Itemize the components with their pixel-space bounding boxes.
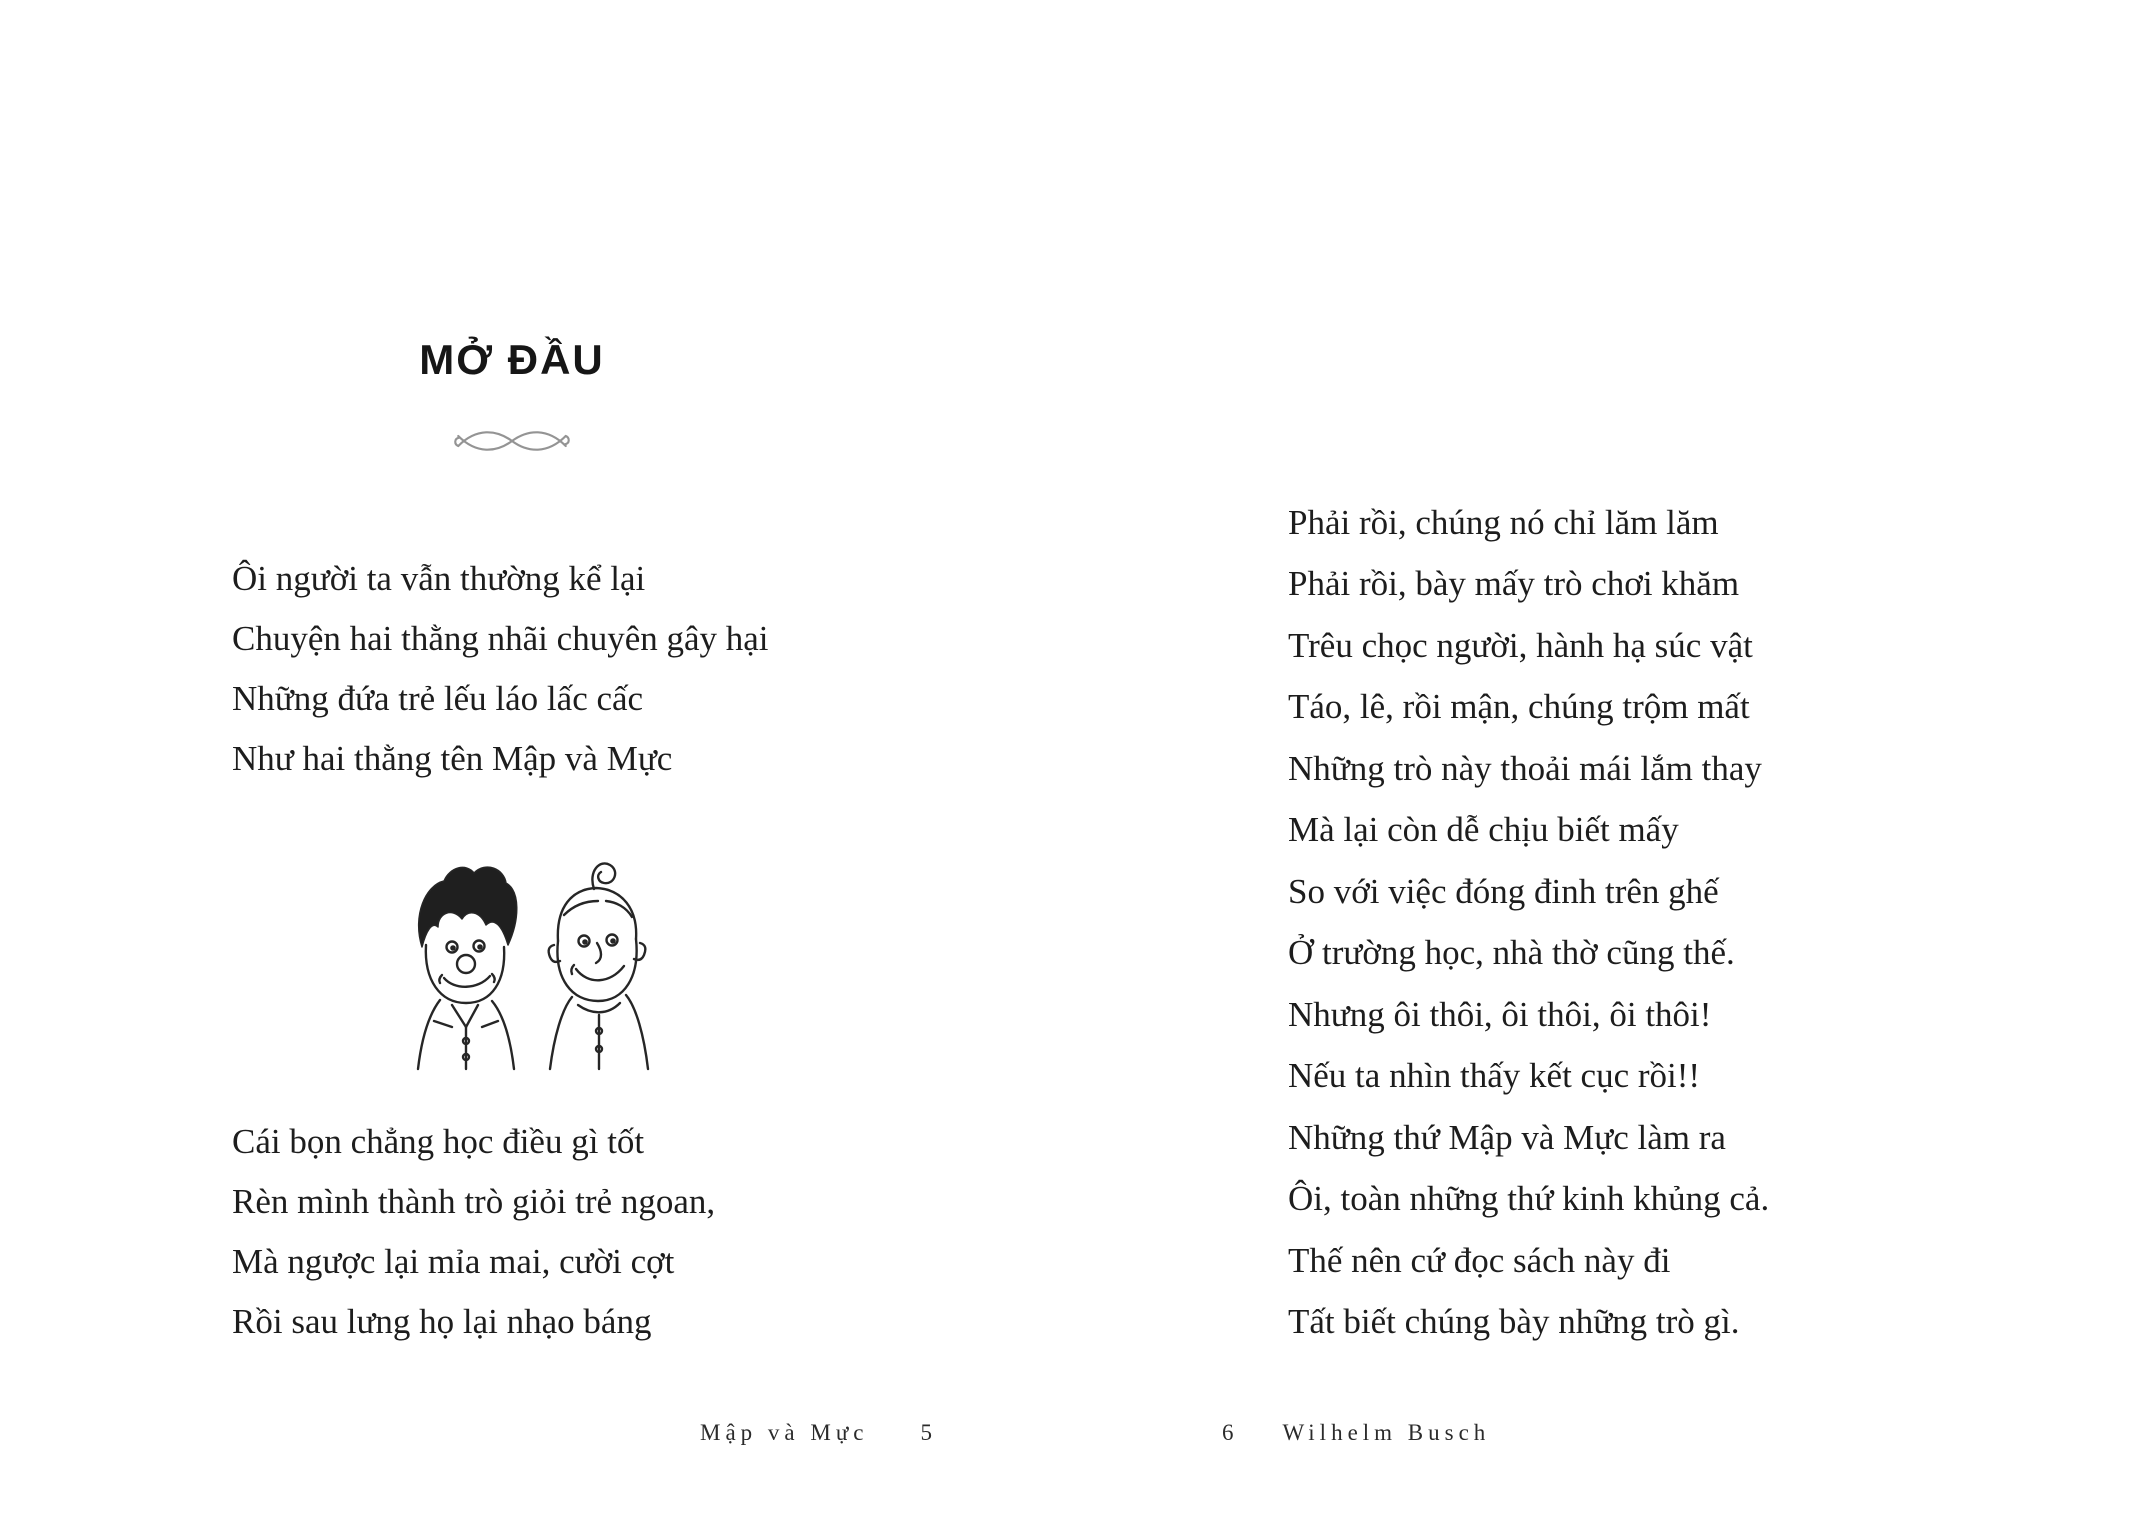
poem-line: Những đứa trẻ lếu láo lấc cấc (232, 679, 644, 718)
page-number-left: 5 (920, 1420, 937, 1445)
poem-line: Rèn mình thành trò giỏi trẻ ngoan, (232, 1182, 716, 1221)
poem-line: Phải rồi, chúng nó chỉ lăm lăm (1288, 502, 1719, 542)
poem-line: Thế nên cứ đọc sách này đi (1288, 1240, 1671, 1280)
chapter-title: MỞ ĐẦU (419, 336, 605, 383)
poem-line: So với việc đóng đinh trên ghế (1288, 871, 1719, 911)
author-name: Wilhelm Busch (1282, 1420, 1491, 1445)
flourish-ornament-icon (232, 426, 792, 456)
poem-line: Như hai thằng tên Mập và Mực (232, 739, 673, 778)
page-footer-right (1222, 1420, 1490, 1446)
poem-line: Mà ngược lại mỉa mai, cười cợt (232, 1242, 675, 1281)
poem-line: Những thứ Mập và Mực làm ra (1288, 1117, 1726, 1157)
poem-line: Những trò này thoải mái lắm thay (1288, 748, 1762, 788)
poem-line: Táo, lê, rồi mận, chúng trộm mất (1288, 687, 1750, 727)
poem-line: Nhưng ôi thôi, ôi thôi, ôi thôi! (1288, 994, 1712, 1034)
poem-line: Ở trường học, nhà thờ cũng thế. (1288, 933, 1735, 973)
poem-line: Tất biết chúng bày những trò gì. (1288, 1302, 1740, 1342)
poem-line: Trêu chọc người, hành hạ súc vật (1288, 625, 1753, 665)
poem-line: Ôi người ta vẫn thường kể lại (232, 559, 646, 598)
running-title: Mập và Mực (700, 1420, 869, 1445)
poem-line: Mà lại còn dễ chịu biết mấy (1288, 810, 1679, 850)
page-number-right: 6 (1222, 1420, 1239, 1445)
stanza-right (1288, 492, 1769, 1353)
stanza-left-2 (232, 1112, 715, 1352)
poem-line: Rồi sau lưng họ lại nhạo báng (232, 1302, 652, 1341)
poem-line: Chuyện hai thằng nhãi chuyên gây hại (232, 619, 769, 658)
poem-line: Phải rồi, bày mấy trò chơi khăm (1288, 564, 1740, 604)
poem-line: Cái bọn chẳng học điều gì tốt (232, 1122, 645, 1161)
stanza-left-1 (232, 549, 769, 789)
page-footer-left (700, 1420, 937, 1446)
two-children-illustration (382, 845, 692, 1073)
poem-line: Nếu ta nhìn thấy kết cục rồi!! (1288, 1056, 1701, 1096)
poem-line: Ôi, toàn những thứ kinh khủng cả. (1288, 1179, 1770, 1219)
